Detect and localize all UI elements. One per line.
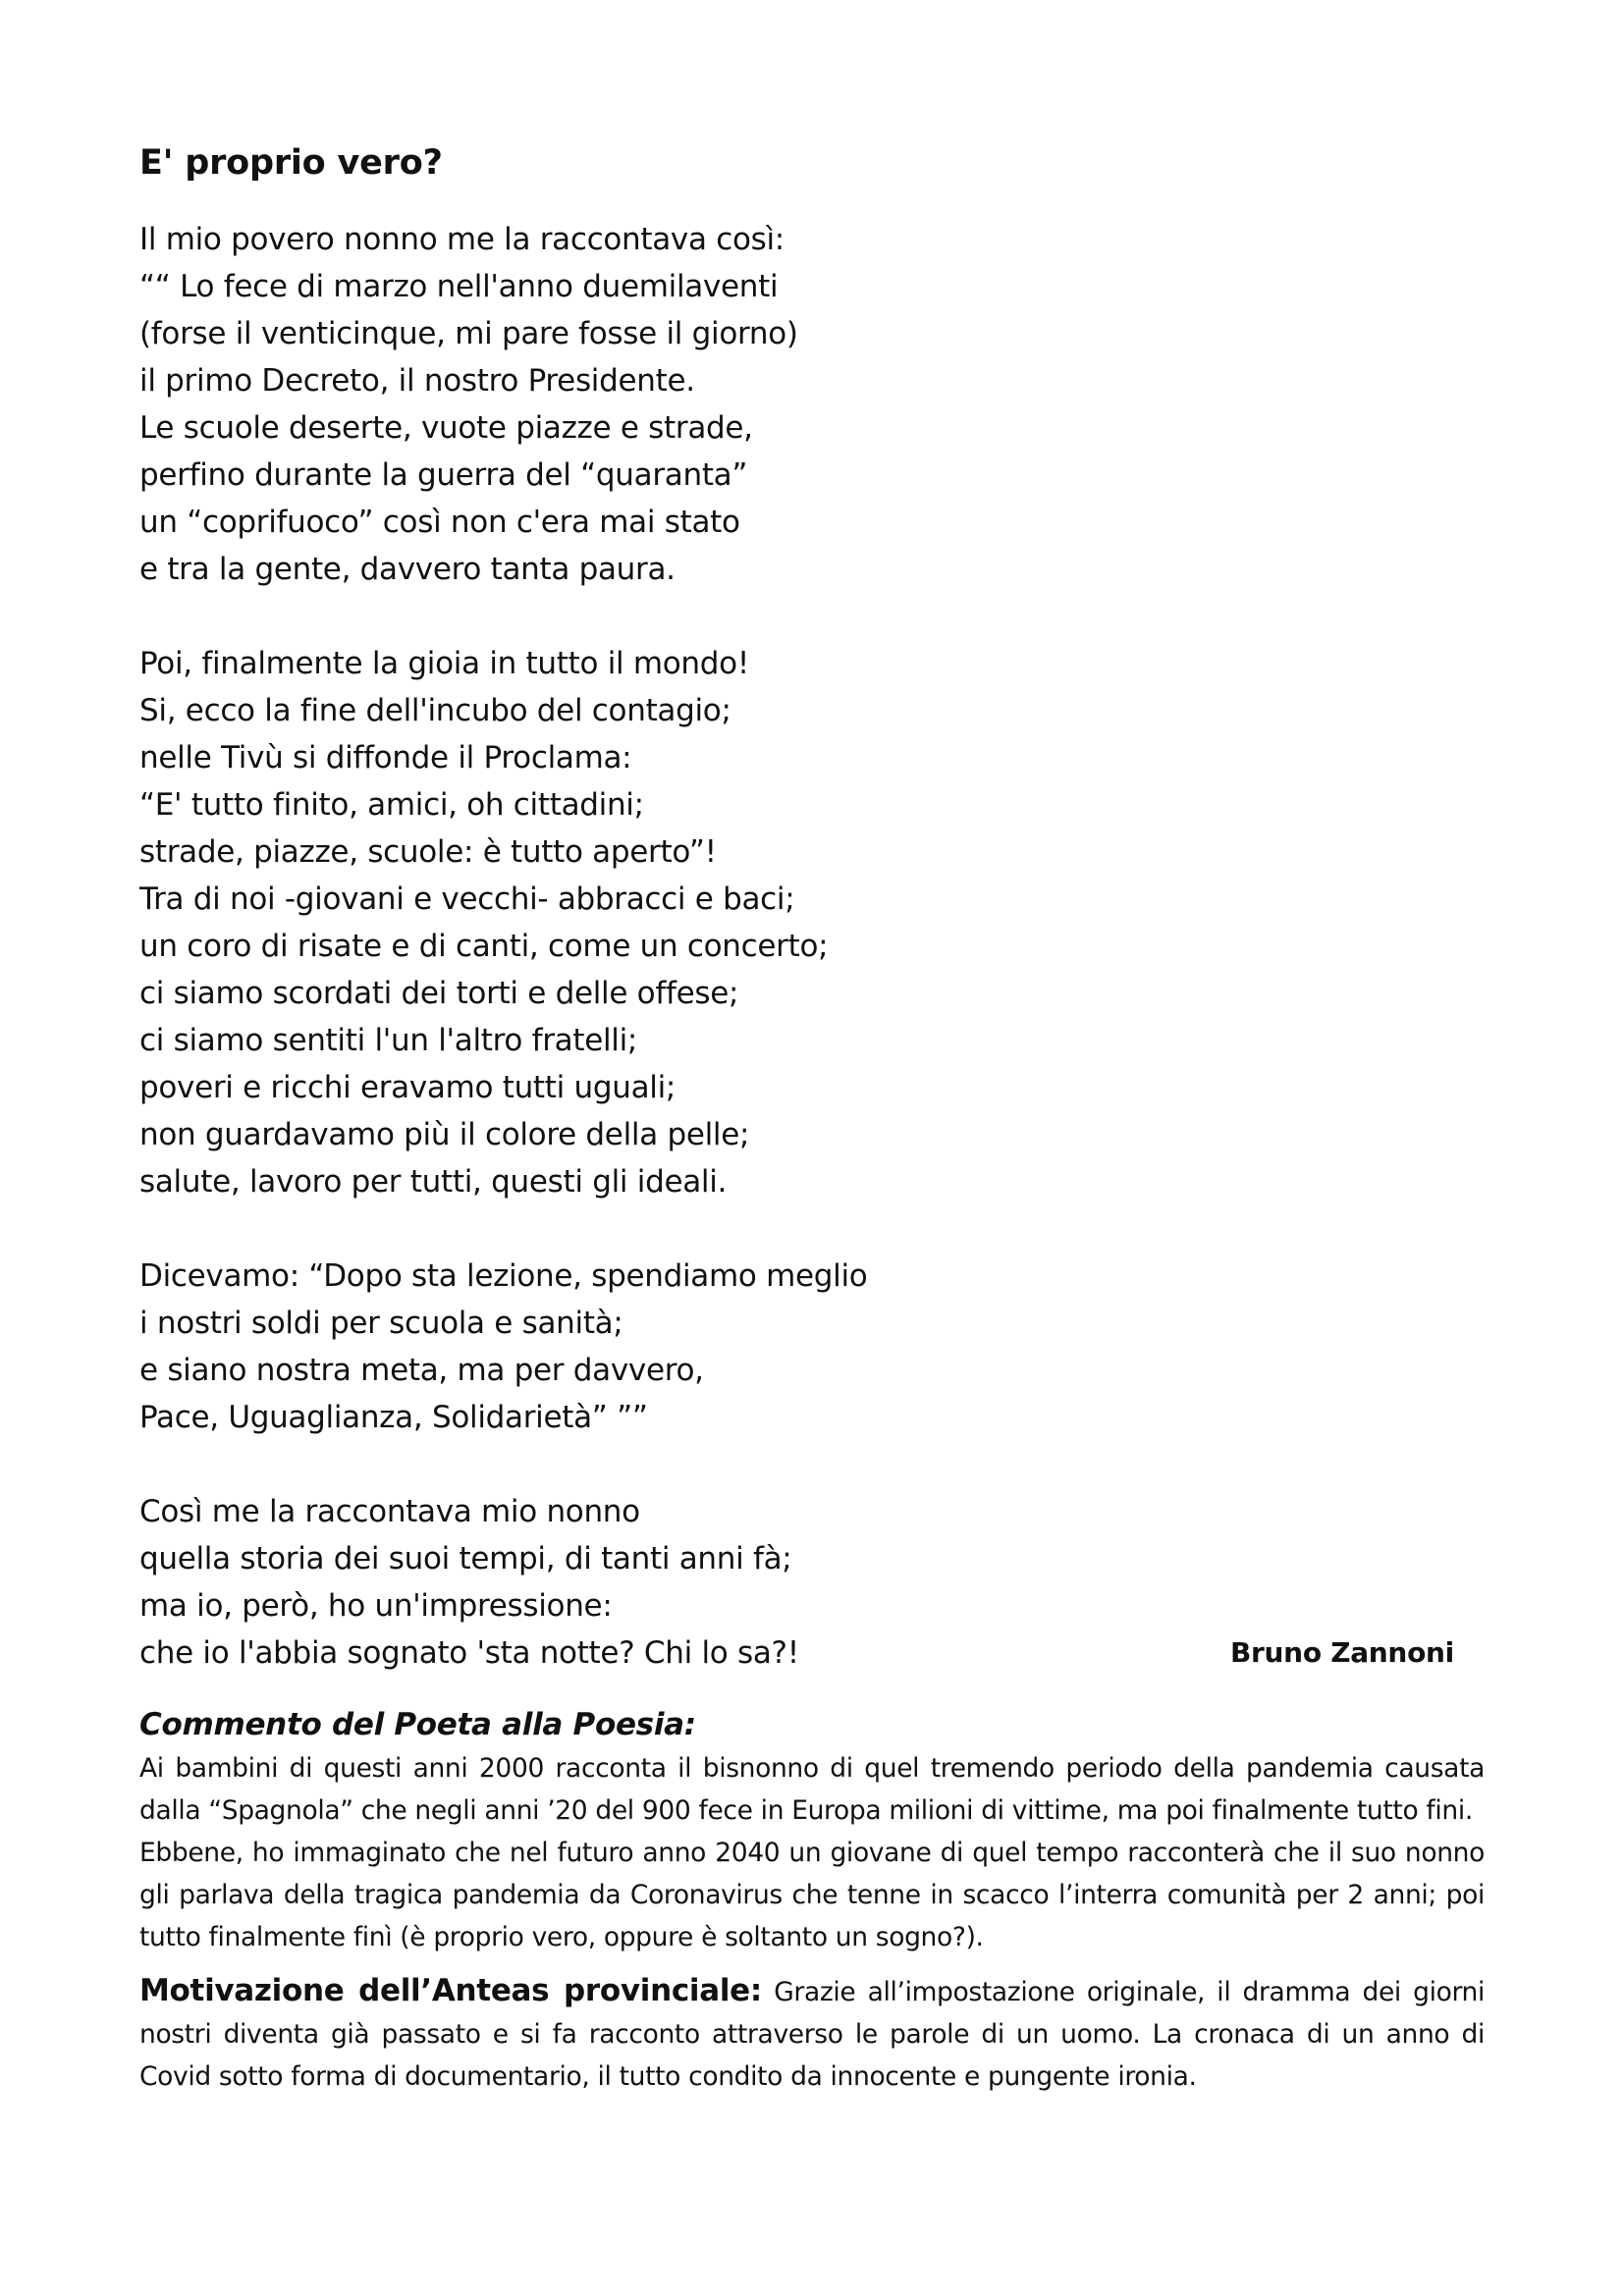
poem-title: E' proprio vero? (139, 143, 443, 183)
motivation-label: Motivazione dell’Anteas provinciale: (139, 1973, 763, 2008)
document-page (139, 137, 1485, 2098)
poem-line: che io l'abbia sognato 'sta notte? Chi lo sa?! (139, 1635, 799, 1671)
poem-stanza-3 (139, 1253, 1485, 1441)
final-line-row (139, 1629, 1485, 1677)
poem-line: Poi, finalmente la gioia in tutto il mondo! (139, 646, 749, 681)
poem-line: (forse il venticinque, mi pare fosse il giorno) (139, 316, 798, 351)
motivation-paragraph (139, 1970, 1485, 2098)
poem-line: Il mio povero nonno me la raccontava così: (139, 222, 785, 257)
poem-line: salute, lavoro per tutti, questi gli ideali. (139, 1164, 728, 1200)
poem-line: Pace, Uguaglianza, Solidarietà” ”” (139, 1400, 648, 1435)
poem-author: Bruno Zannoni (1230, 1636, 1454, 1669)
poem-line: Così me la raccontava mio nonno (139, 1494, 640, 1529)
poem-line: strade, piazze, scuole: è tutto aperto”! (139, 834, 717, 870)
poem-line: e tra la gente, davvero tanta paura. (139, 552, 676, 587)
poem-line: nelle Tivù si diffonde il Proclama: (139, 740, 632, 775)
poem-line: Dicevamo: “Dopo sta lezione, spendiamo meglio (139, 1258, 868, 1294)
poem-line: un “coprifuoco” così non c'era mai stato (139, 505, 740, 540)
comment-paragraph: Ai bambini di questi anni 2000 racconta il bisnonno di quel tremendo periodo della pandemia causata dalla “Spagnola” che negli anni ’20 del 900 fece in Europa milioni di vittime, ma poi finalmente tutto fini. (139, 1753, 1485, 1826)
poem-line: poveri e ricchi eravamo tutti uguali; (139, 1070, 677, 1105)
poem-line: Si, ecco la fine dell'incubo del contagio; (139, 693, 731, 728)
poem-stanza-4 (139, 1488, 1485, 1677)
poem-line: “E' tutto finito, amici, oh cittadini; (139, 787, 644, 823)
poem-line: Le scuole deserte, vuote piazze e strade, (139, 410, 753, 446)
stanza-break (139, 1441, 1485, 1488)
poem-line: perfino durante la guerra del “quaranta” (139, 457, 748, 493)
poem-line: ci siamo scordati dei torti e delle offese; (139, 976, 739, 1011)
poem-line: il primo Decreto, il nostro Presidente. (139, 363, 695, 399)
poem-line: e siano nostra meta, ma per davvero, (139, 1353, 704, 1388)
poem-line: ci siamo sentiti l'un l'altro fratelli; (139, 1023, 638, 1058)
poem-line: quella storia dei suoi tempi, di tanti anni fà; (139, 1541, 792, 1576)
poem-stanza-1 (139, 216, 1485, 593)
poem-line: non guardavamo più il colore della pelle; (139, 1117, 750, 1152)
poem-line: Tra di noi -giovani e vecchi- abbracci e baci; (139, 881, 795, 917)
poem-stanza-2 (139, 640, 1485, 1205)
poem-line: ma io, però, ho un'impressione: (139, 1588, 613, 1624)
poem-line: i nostri soldi per scuola e sanità; (139, 1306, 623, 1341)
stanza-break (139, 1205, 1485, 1253)
stanza-break (139, 593, 1485, 640)
comment-heading: Commento del Poeta alla Poesia: (139, 1707, 696, 1742)
comment-paragraph: Ebbene, ho immaginato che nel futuro anno 2040 un giovane di quel tempo racconterà che il suo nonno gli parlava della tragica pandemia da Coronavirus che tenne in scacco l’interra comunità per 2 anni; poi tutto finalmente finì (è proprio vero, oppure è soltanto un sogno?). (139, 1838, 1485, 1952)
motivation-text: Grazie all’impostazione originale, il dramma dei giorni nostri diventa già passato e si fa racconto attraverso le parole di un uomo. La cronaca di un anno di Covid sotto forma di documentario, il tutto condito da innocente e pungente ironia. (139, 1977, 1486, 2092)
poem-line: ““ Lo fece di marzo nell'anno duemilaventi (139, 269, 779, 304)
poem-line: un coro di risate e di canti, come un concerto; (139, 929, 829, 964)
